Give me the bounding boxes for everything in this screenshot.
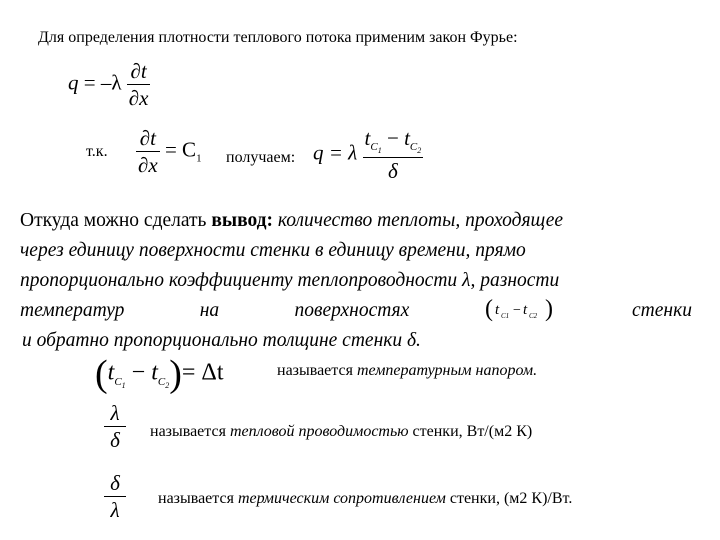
fraction-numerator: δ — [110, 471, 120, 495]
eq-c-symbol: = C — [164, 137, 197, 162]
italic-text: пропорционально коэффициенту теплопроводности λ, разности — [20, 270, 560, 291]
c-subscript: C2 — [157, 375, 170, 390]
term-italic: тепловой проводимостью — [229, 423, 409, 440]
term-italic: температурным напором. — [356, 362, 538, 379]
thermal-resistance-description: называется термическим сопротивлением стенки, (м2 К)/Вт. — [158, 490, 573, 507]
fraction-bar — [363, 157, 424, 158]
svg-text:(: ( — [484, 296, 493, 322]
dt-dx-fraction — [136, 127, 160, 176]
svg-text:): ) — [544, 296, 553, 322]
italic-word: стенки — [632, 300, 692, 321]
fraction-numerator — [363, 127, 424, 155]
t-symbol: t — [107, 359, 115, 386]
fraction-bar — [104, 426, 126, 427]
italic-word: на — [199, 300, 220, 321]
poluchaem-label: получаем: — [226, 149, 296, 166]
svg-text:−: − — [512, 303, 521, 318]
paragraph-line-3 — [20, 266, 692, 296]
fraction-denominator: λ — [110, 498, 120, 523]
paragraph-line-2 — [20, 236, 692, 266]
italic-text: количество теплоты, проходящее — [277, 210, 564, 231]
fourier-law-formula — [68, 60, 150, 109]
lead-text: Откуда можно сделать — [20, 210, 207, 231]
c-subscript: 1 — [196, 152, 202, 165]
left-paren: ( — [95, 353, 108, 395]
intro-text: Для определения плотности теплового потока применим закон Фурье: — [38, 29, 518, 46]
t-symbol: t — [151, 359, 158, 386]
italic-word: поверхностях — [294, 300, 410, 321]
gradient-constant-formula — [136, 127, 202, 176]
bold-conclusion-word: вывод: — [211, 210, 274, 231]
fraction-numerator: ∂t — [139, 126, 156, 150]
italic-word: температур — [20, 300, 125, 321]
italic-text: и обратно пропорционально толщине стенки δ. — [22, 330, 421, 351]
fraction-denominator: ∂x — [128, 86, 149, 111]
thermal-conductance-description: называется тепловой проводимостью стенки, Вт/(м2 К) — [150, 423, 533, 440]
fraction-denominator: δ — [388, 159, 398, 184]
italic-text: через единицу поверхности стенки в единицу времени, прямо — [20, 240, 526, 261]
temp-diff-fraction — [363, 127, 424, 182]
c-subscript: C2 — [409, 141, 422, 155]
temperature-head-description: называется температурным напором. — [277, 362, 538, 379]
t-symbol: t — [364, 126, 371, 150]
term-italic: термическим сопротивлением — [237, 490, 446, 507]
fraction-bar — [136, 151, 160, 152]
c-subscript: C1 — [370, 141, 382, 155]
c-subscript: C1 — [114, 375, 126, 390]
delta-over-lambda-fraction — [104, 472, 126, 521]
svg-text:t: t — [522, 302, 527, 318]
eq-minus-lambda: = –λ — [83, 70, 122, 95]
minus-sign: − — [131, 359, 146, 386]
fraction-bar — [104, 496, 126, 497]
paragraph-line-1 — [20, 206, 692, 236]
temperature-head-formula — [95, 352, 224, 396]
svg-text:C2: C2 — [528, 312, 537, 320]
svg-text:t: t — [494, 302, 499, 318]
right-paren: ) — [169, 353, 182, 395]
fraction-bar — [127, 84, 151, 85]
heat-flux-result-formula — [313, 127, 423, 182]
q-symbol: q — [68, 70, 79, 95]
q-lambda: q = λ — [313, 140, 358, 165]
minus-sign: − — [381, 126, 405, 150]
t-symbol: t — [404, 126, 410, 150]
fraction-numerator: λ — [110, 401, 120, 425]
tk-label: т.к. — [86, 143, 108, 160]
svg-text:C1: C1 — [500, 312, 509, 320]
conclusion-paragraph — [20, 206, 692, 356]
lambda-over-delta-fraction — [104, 402, 126, 451]
delta-t-rhs: = Δt — [181, 359, 224, 386]
temperature-difference-inline-formula — [485, 296, 557, 322]
fraction-numerator: ∂t — [130, 59, 147, 83]
dt-dx-fraction — [127, 60, 151, 109]
fraction-denominator: δ — [110, 428, 120, 453]
paragraph-line-4 — [20, 296, 692, 326]
fraction-denominator: ∂x — [138, 153, 158, 178]
